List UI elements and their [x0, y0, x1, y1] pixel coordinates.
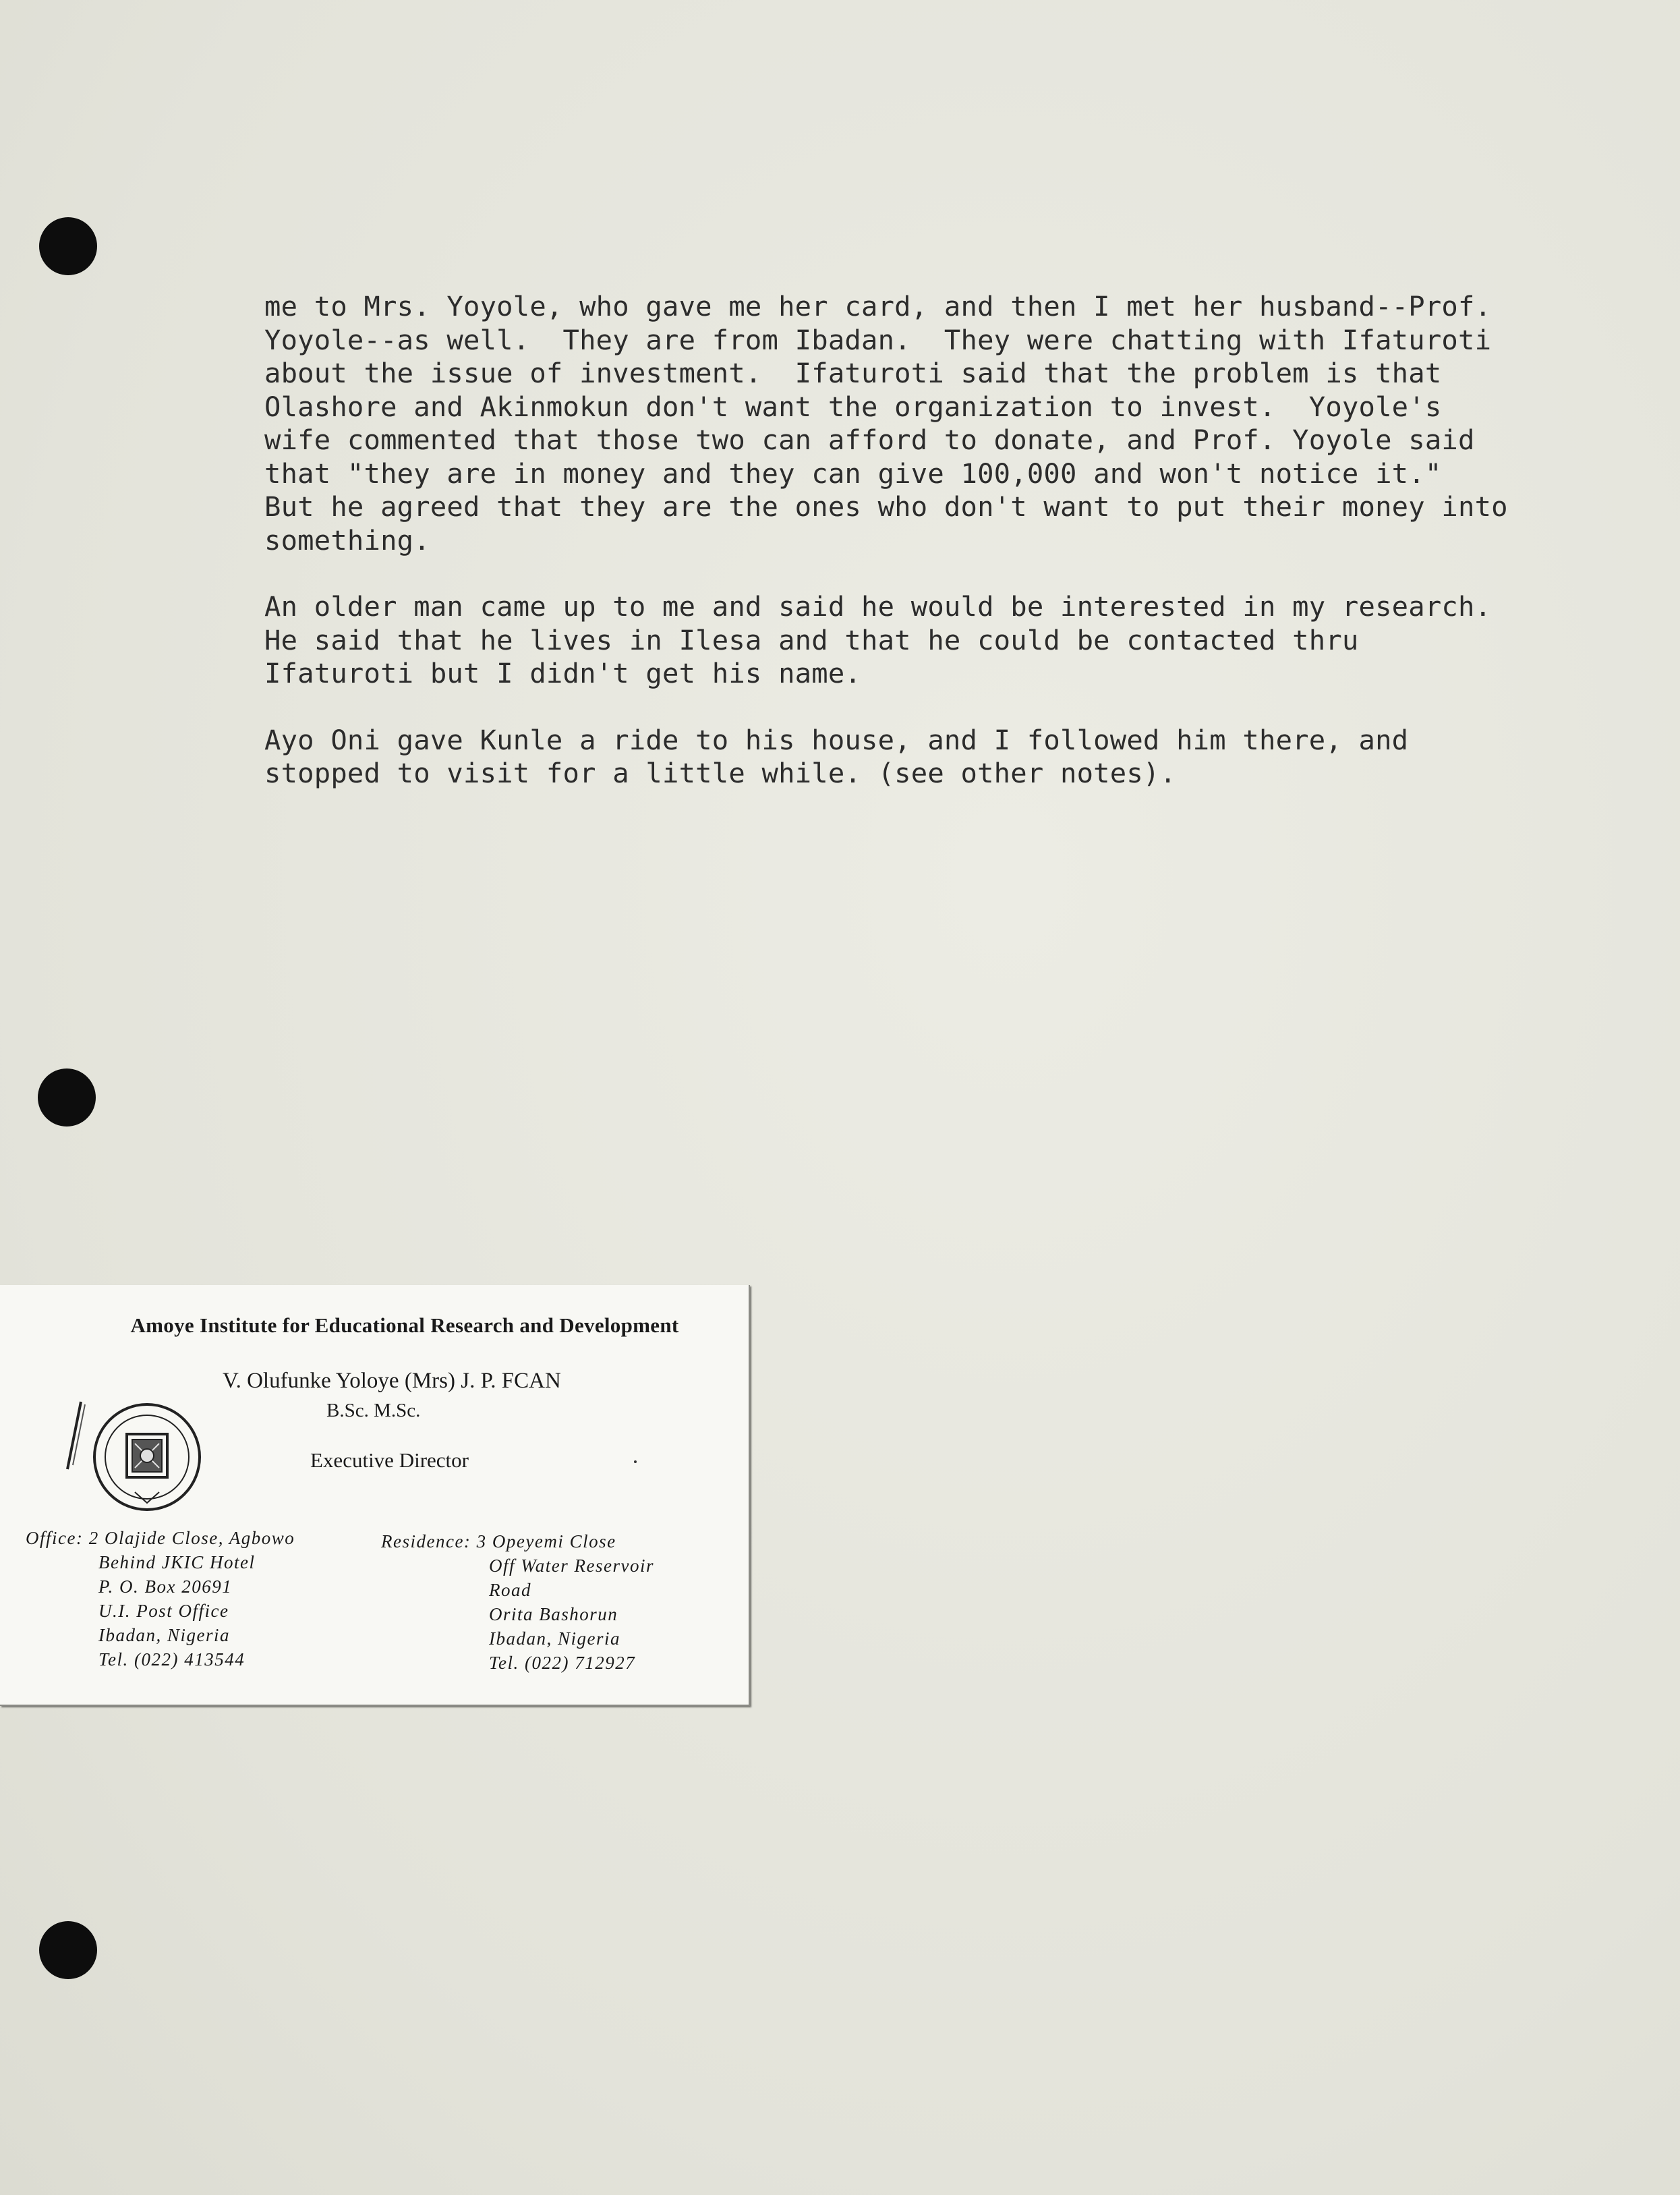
binder-hole-top — [39, 217, 97, 275]
office-line: P. O. Box 20691 — [98, 1576, 233, 1597]
notes-paragraph-1: me to Mrs. Yoyole, who gave me her card, and then I met her husband--Prof. Yoyole--as well. They are from Ibadan. They were chatting with Ifaturoti about the issue of investment. Ifaturoti said that the problem is that Olashore and Akinmokun don't want the organization to invest. Yoyole's wife commented that those two can afford to donate, and Prof. Yoyole said that "they are in money and they can give 100,000 and won't notice it." But he agreed that they are the ones who don't want to put their money into something. — [264, 290, 1508, 557]
office-line: U.I. Post Office — [98, 1601, 229, 1621]
office-line: Tel. (022) 413544 — [98, 1649, 245, 1670]
office-line: Ibadan, Nigeria — [98, 1625, 230, 1645]
office-line: Behind JKIC Hotel — [98, 1552, 256, 1572]
binder-hole-bottom — [39, 1921, 97, 1979]
card-degrees: B.Sc. M.Sc. — [326, 1400, 421, 1421]
card-person-name: V. Olufunke Yoloye (Mrs) J. P. FCAN — [223, 1369, 561, 1393]
office-line: Office: 2 Olajide Close, Agbowo — [26, 1528, 295, 1548]
card-office-address — [26, 1526, 295, 1672]
typed-notes — [264, 290, 1546, 824]
notes-paragraph-2: An older man came up to me and said he would be interested in my research. He said that he lives in Ilesa and that he could be contacted thru Ifaturoti but I didn't get his name. — [264, 590, 1492, 689]
card-institute-name: Amoye Institute for Educational Research and Development — [130, 1313, 679, 1337]
card-role: Executive Director — [310, 1448, 469, 1472]
institute-seal-icon — [59, 1390, 208, 1524]
residence-line: Ibadan, Nigeria — [489, 1628, 620, 1649]
notes-paragraph-3: Ayo Oni gave Kunle a ride to his house, and I followed him there, and stopped to visit for a little while. (see other notes). — [264, 723, 1409, 789]
residence-line: Off Water Reservoir — [489, 1556, 654, 1576]
residence-line: Tel. (022) 712927 — [489, 1653, 636, 1673]
card-mark — [634, 1460, 637, 1463]
residence-line: Residence: 3 Opeyemi Close — [381, 1531, 616, 1551]
residence-line: Road — [489, 1580, 531, 1600]
card-residence-address — [381, 1529, 654, 1675]
residence-line: Orita Bashorun — [489, 1604, 618, 1624]
binder-hole-middle — [38, 1068, 96, 1127]
